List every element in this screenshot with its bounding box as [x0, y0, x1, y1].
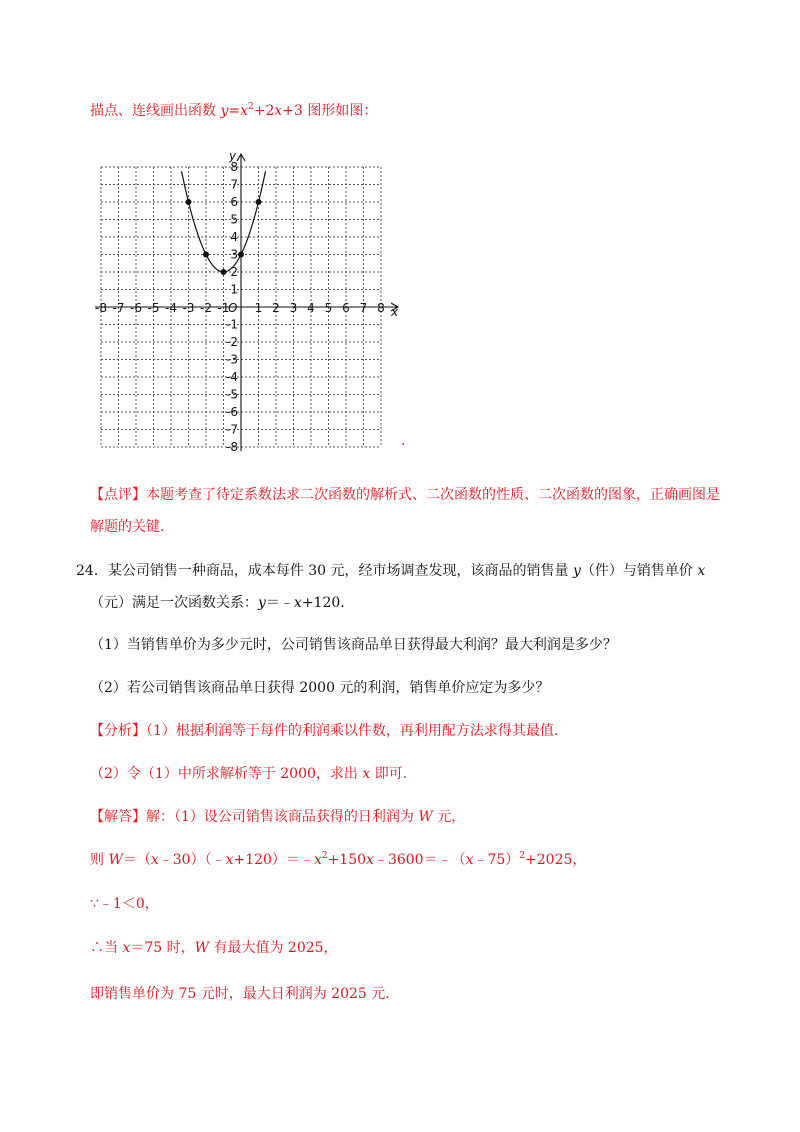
solution-text: 有最大值为 2025， [209, 940, 338, 956]
solution-text: ＝（ [122, 852, 151, 868]
var-w: W [194, 940, 210, 956]
comment-line-1 [90, 484, 720, 504]
solution-line-4 [90, 937, 338, 957]
solution-text: ＝75 时， [130, 940, 195, 956]
var-x: x [150, 852, 159, 868]
x-tick-label: -3 [182, 301, 195, 315]
data-point [238, 252, 244, 258]
solution-text: ﹣30）（﹣ [158, 852, 226, 868]
exponent: 2 [321, 851, 328, 861]
y-axis-label: y [229, 149, 237, 163]
y-tick-label: -5 [226, 387, 238, 402]
tick-labels [95, 149, 399, 454]
x-tick-label: 2 [272, 301, 280, 315]
y-tick-label: 4 [230, 230, 238, 244]
x-tick-label: -6 [130, 301, 142, 315]
analysis-text: 即可. [370, 766, 408, 782]
exponent: 2 [248, 102, 254, 112]
analysis-tag: 【分析】 [90, 723, 146, 739]
equals-sign: = [228, 103, 241, 119]
question-1 [90, 634, 617, 654]
solution-text: ∵﹣1＜0， [90, 896, 159, 912]
solution-text: +150 [327, 852, 367, 868]
var-x: x [697, 563, 706, 579]
y-tick-label: -1 [226, 317, 238, 332]
comment-line-2 [90, 516, 164, 536]
var-x: x [274, 103, 283, 119]
x-tick-label: 6 [342, 301, 350, 315]
solution-text: ∴当 [90, 940, 123, 956]
problem-number: 24． [76, 563, 108, 579]
var-x: x [366, 852, 374, 868]
y-tick-label: 5 [230, 212, 238, 227]
exponent: 2 [519, 851, 526, 861]
problem-line-1 [76, 560, 705, 580]
solution-text: 元， [432, 809, 466, 825]
solution-text: ﹣3600＝﹣（ [373, 852, 466, 868]
var-w: W [418, 809, 433, 825]
solution-tag: 【解答】 [90, 809, 146, 825]
solution-text: 解：（1）设公司销售该商品获得的日利润为 [146, 809, 419, 825]
y-tick-label: 6 [230, 195, 238, 209]
y-tick-label: 2 [230, 265, 238, 279]
solution-line-3 [90, 893, 159, 913]
analysis-line-2 [90, 763, 407, 783]
problem-text: 某公司销售一种商品，成本每件 30 元，经市场调查发现，该商品的销售量 [107, 563, 573, 579]
x-tick-label: 4 [307, 301, 315, 315]
y-tick-label: 3 [230, 247, 238, 262]
solution-text: +2025， [525, 852, 587, 868]
stop-mark: . [401, 433, 406, 449]
problem-text: +120. [301, 595, 345, 611]
intro-line [90, 100, 377, 120]
comment-tag: 【点评】 [90, 487, 146, 503]
x-tick-label: 3 [289, 301, 298, 315]
y-tick-label: -8 [226, 440, 238, 454]
y-tick-label: -2 [226, 335, 238, 349]
analysis-text: （1）根据利润等于每件的利润乘以件数，再利用配方法求得其最值. [146, 723, 559, 739]
question-2 [90, 677, 549, 697]
solution-text: 则 [90, 852, 109, 868]
problem-text: （元）满足一次函数关系： [90, 595, 258, 611]
comment-text: 本题考查了待定系数法求二次函数的解析式、二次函数的性质、二次函数的图象，正确画图是 [146, 487, 720, 503]
y-tick-label: -7 [226, 422, 238, 437]
x-tick-label: -7 [112, 301, 125, 315]
x-tick-label: 7 [359, 301, 368, 315]
y-tick-label: 7 [230, 177, 238, 192]
x-tick-label: -5 [147, 301, 160, 315]
y-tick-label: 1 [230, 282, 238, 297]
solution-line-5 [90, 983, 390, 1003]
var-x: x [362, 766, 371, 782]
x-axis-label: x [391, 305, 399, 319]
solution-text: 即销售单价为 75 元时，最大日利润为 2025 元. [90, 986, 390, 1002]
data-point [256, 199, 262, 205]
solution-text: +120）＝﹣ [233, 852, 314, 868]
problem-text: ＝﹣ [265, 595, 294, 611]
comment-text-2: 解题的关键. [90, 519, 165, 535]
x-tick-label: -8 [95, 301, 107, 315]
var-y: y [258, 595, 266, 611]
problem-text: （件）与销售单价 [580, 563, 698, 579]
var-x: x [122, 940, 131, 956]
var-y: y [573, 563, 581, 579]
var-x: x [313, 852, 322, 868]
x-tick-label: -4 [165, 301, 177, 315]
question-text: （1）当销售单价为多少元时，公司销售该商品单日获得最大利润？最大利润是多少？ [90, 637, 617, 653]
intro-term: +2 [253, 103, 275, 119]
var-w: W [108, 852, 123, 868]
problem-line-2 [90, 592, 345, 612]
x-tick-label: -2 [200, 301, 212, 315]
var-y: y [220, 103, 229, 119]
var-x: x [240, 103, 249, 119]
x-tick-label: 5 [324, 301, 333, 315]
var-x: x [225, 852, 234, 868]
data-point [221, 269, 227, 275]
x-tick-label: -1 [217, 301, 230, 315]
analysis-text: （2）令（1）中所求解析等于 2000，求出 [90, 766, 363, 782]
data-point [186, 199, 192, 205]
y-tick-label: 8 [230, 160, 238, 174]
x-tick-label: 8 [377, 301, 385, 315]
y-tick-label: -3 [226, 352, 238, 367]
analysis-line-1 [90, 720, 558, 740]
solution-text: ﹣75） [473, 852, 520, 868]
parabola-graph [86, 134, 416, 452]
y-tick-label: -4 [226, 370, 238, 384]
solution-line-2 [90, 849, 586, 869]
var-x: x [293, 595, 302, 611]
y-tick-label: -6 [226, 405, 238, 419]
question-text: （2）若公司销售该商品单日获得 2000 元的利润，销售单价应定为多少？ [90, 680, 550, 696]
intro-tail: +3 图形如图： [282, 103, 378, 119]
origin-label: O [228, 301, 238, 315]
solution-line-1 [90, 806, 465, 826]
x-tick-label: 1 [254, 301, 263, 315]
data-point [203, 252, 209, 258]
intro-text: 描点、连线画出函数 [90, 103, 221, 119]
var-x: x [465, 852, 474, 868]
